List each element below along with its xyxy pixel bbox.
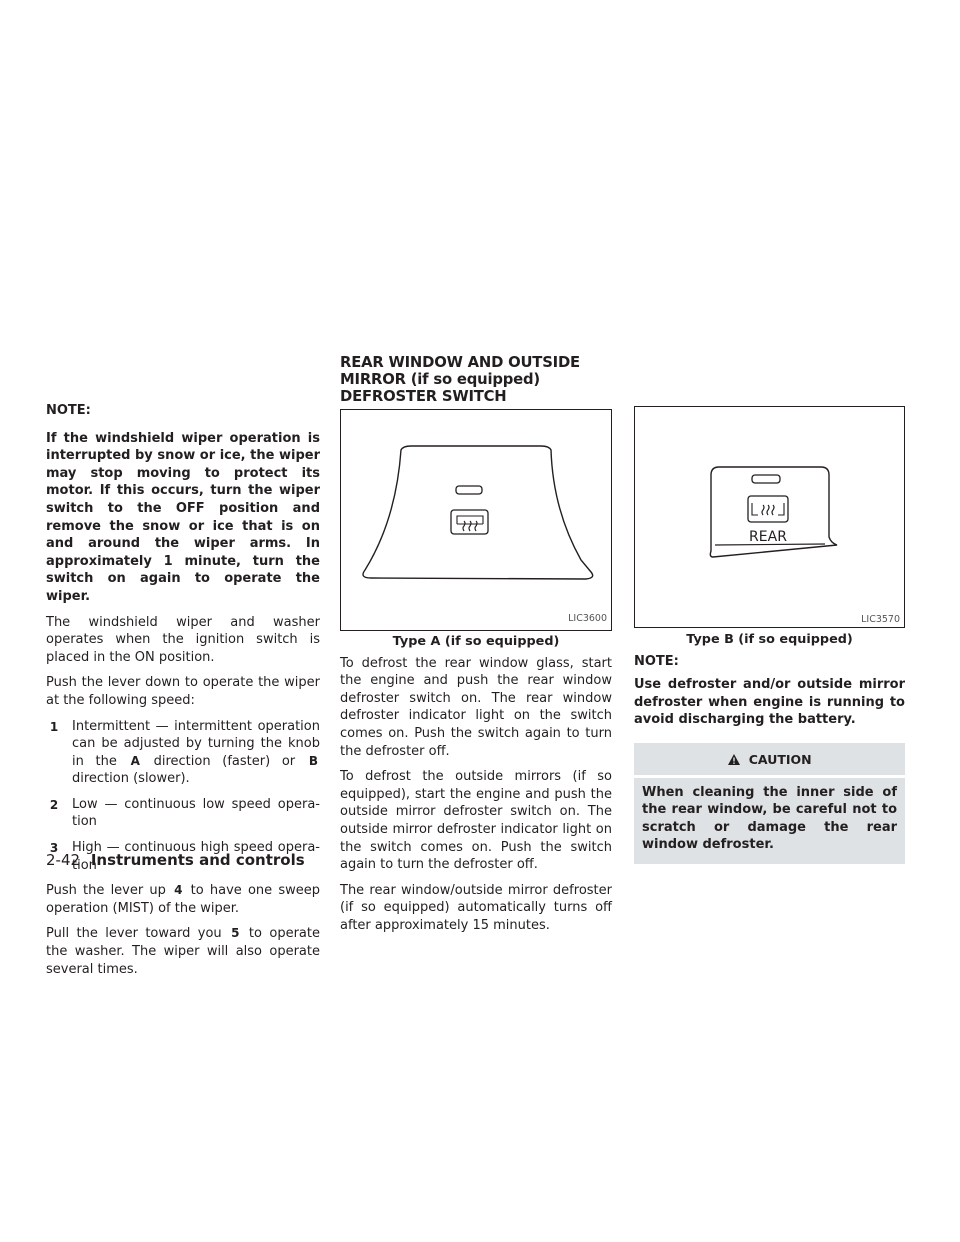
item-text: Low — continuous low speed operation	[72, 796, 320, 830]
wiper-paragraph-2: Push the lever down to operate the wiper at the following speed:	[46, 675, 320, 708]
item-text: High — continuous high speed operation	[72, 840, 320, 873]
defroster-switch-type-a-illustration	[341, 410, 611, 630]
caution-box	[634, 743, 905, 864]
speed-item-low	[46, 796, 320, 831]
item-text: direction (slower).	[72, 771, 190, 787]
para-text: Pull the lever toward you	[46, 926, 222, 942]
left-column	[46, 402, 320, 986]
defroster-note-text: Use defroster and/or outside mirror defroster when engine is running to avoid discharging the battery.	[634, 677, 905, 728]
page-footer	[46, 851, 305, 869]
wiper-paragraph-1: The windshield wiper and washer operates when the ignition switch is placed in the ON position.	[46, 614, 320, 665]
para-text: to have one sweep operation (MIST) of the wiper.	[46, 883, 320, 916]
para-text: to operate the washer. The wiper will also operate several times.	[46, 926, 320, 977]
defrost-paragraph-3: The rear window/outside mirror defroster (if so equipped) automatically turns off after approximately 15 minutes.	[340, 882, 612, 933]
step-number-3: 3	[49, 841, 59, 856]
para-text: Push the lever up	[46, 883, 166, 899]
figure-type-a	[340, 409, 612, 631]
note-label: NOTE:	[46, 403, 91, 418]
heading-line: REAR WINDOW AND OUTSIDE	[340, 354, 580, 371]
page-number: 2-42	[46, 851, 81, 869]
wiper-mist-paragraph	[46, 882, 320, 917]
section-heading	[340, 354, 612, 405]
step-number-2: 2	[49, 797, 59, 812]
caution-header	[634, 745, 905, 778]
figure-code: LIC3570	[861, 614, 900, 625]
defrost-paragraph-1: To defrost the rear window glass, start the engine and push the rear window defroster switch on. The rear window defroster indicator light on the switch comes on. Push the switch again to turn the defroster off.	[340, 655, 612, 759]
rear-label: REAR	[749, 529, 787, 545]
direction-b-marker: B	[308, 753, 319, 768]
washer-paragraph	[46, 925, 320, 978]
caution-title: CAUTION	[748, 751, 812, 767]
figure-code: LIC3600	[568, 613, 607, 625]
warning-icon	[727, 753, 741, 766]
heading-line: MIRROR (if so equipped)	[340, 371, 540, 388]
item-text: Intermittent — intermittent operation can be adjusted by turning the knob in the	[72, 718, 320, 769]
direction-a-marker: A	[130, 753, 140, 768]
step-marker-5: 5	[231, 926, 240, 941]
figure-caption: Type A (if so equipped)	[392, 634, 560, 649]
figure-type-b	[634, 406, 905, 628]
note-label: NOTE:	[634, 653, 679, 669]
middle-column	[340, 354, 612, 943]
right-column	[634, 629, 905, 864]
caution-text: When cleaning the inner side of the rear window, be careful not to scratch or damage the rear window defroster.	[642, 784, 897, 853]
step-number-1: 1	[49, 719, 59, 734]
chapter-title: Instruments and controls	[90, 851, 305, 869]
defroster-switch-type-b-illustration	[635, 407, 904, 627]
item-text: direction (faster) or	[153, 753, 296, 769]
step-marker-4: 4	[174, 883, 183, 898]
wiper-note-text: If the windshield wiper operation is interrupted by snow or ice, the wiper may stop moving to protect its motor. If this occurs, turn the wiper switch to the OFF position and remove the snow or ice that is on and around the wiper arms. In approximately 1 minute, turn the switch on again to operate the wiper.	[46, 430, 320, 604]
figure-caption: Type B (if so equipped)	[686, 632, 853, 647]
heading-line: DEFROSTER SWITCH	[340, 388, 507, 405]
speed-item-intermittent	[46, 718, 320, 788]
defrost-paragraph-2: To defrost the outside mirrors (if so equipped), start the engine and push the outside mirror defroster switch on. The outside mirror defroster indicator light on the switch comes on. Push the switch again to turn the defroster off.	[340, 769, 612, 873]
